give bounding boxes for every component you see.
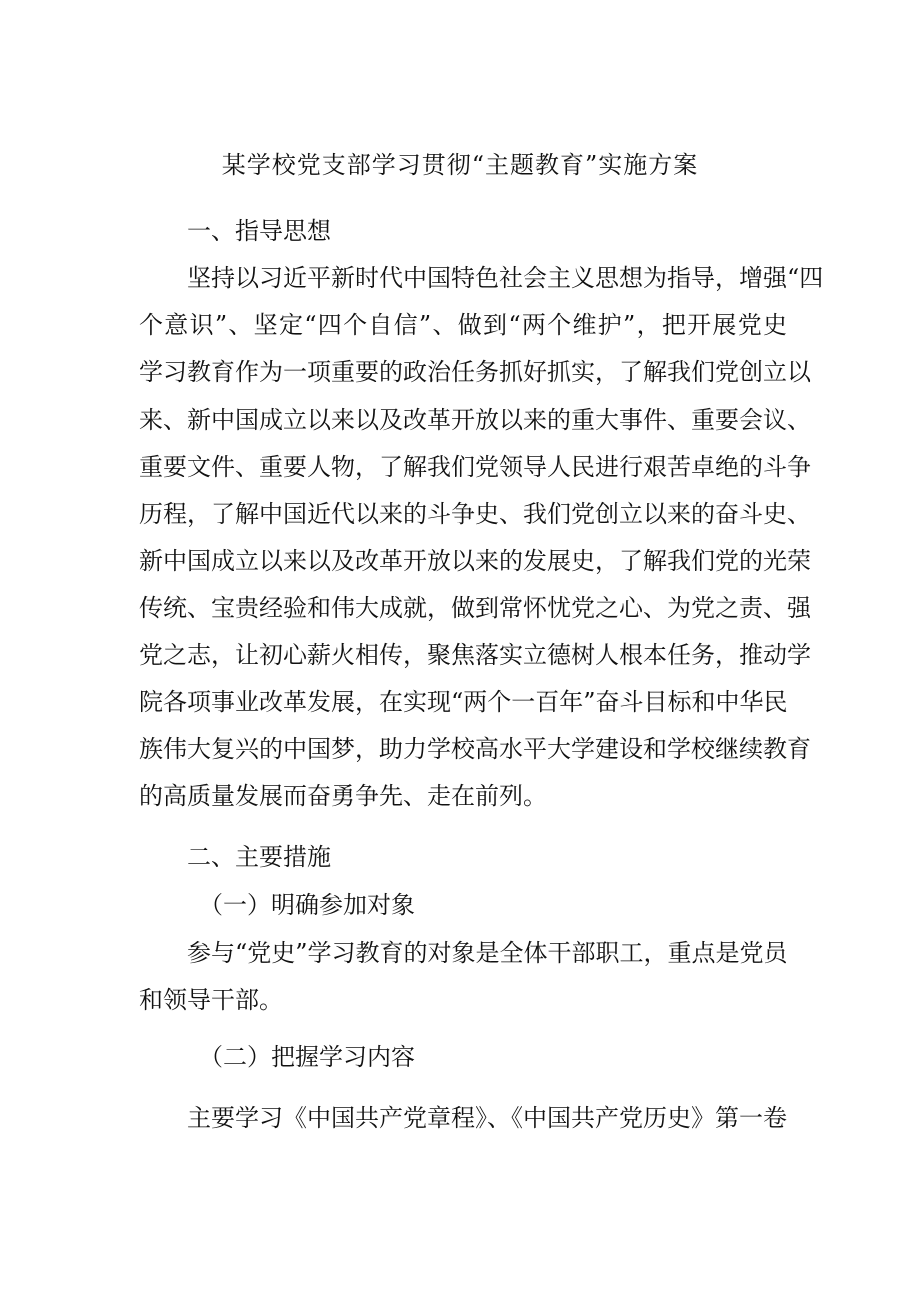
document-title: 某学校党支部学习贯彻“主题教育”实施方案 — [221, 151, 699, 179]
paragraph-line: 主要学习《中国共产党章程》、《中国共产党历史》第一卷 — [187, 1104, 787, 1132]
paragraph-line: 族伟大复兴的中国梦，助力学校高水平大学建设和学校继续教育 — [139, 735, 811, 763]
subsection-heading-participants: （一）明确参加对象 — [199, 891, 415, 919]
paragraph-line: 传统、宝贵经验和伟大成就，做到常怀忧党之心、为党之责、强 — [139, 594, 811, 622]
paragraph-line: 党之志，让初心薪火相传，聚焦落实立德树人根本任务，推动学 — [139, 641, 811, 669]
paragraph-line: 参与“党史”学习教育的对象是全体干部职工，重点是党员 — [187, 939, 788, 967]
section-heading-guiding-ideology: 一、指导思想 — [187, 217, 331, 245]
paragraph-line: 来、新中国成立以来以及改革开放以来的重大事件、重要会议、 — [139, 406, 811, 434]
paragraph-line: 新中国成立以来以及改革开放以来的发展史，了解我们党的光荣 — [139, 547, 811, 575]
subsection-heading-learning-content: （二）把握学习内容 — [199, 1043, 415, 1071]
paragraph-line: 个意识”、坚定“四个自信”、做到“两个维护”，把开展党史 — [139, 311, 787, 339]
paragraph-line: 学习教育作为一项重要的政治任务抓好抓实，了解我们党创立以 — [139, 358, 811, 386]
paragraph-line: 重要文件、重要人物，了解我们党领导人民进行艰苦卓绝的斗争 — [139, 453, 811, 481]
paragraph-line: 坚持以习近平新时代中国特色社会主义思想为指导，增强“四 — [187, 264, 824, 292]
paragraph-line: 历程，了解中国近代以来的斗争史、我们党创立以来的奋斗史、 — [139, 500, 811, 528]
paragraph-line: 和领导干部。 — [139, 986, 283, 1014]
section-heading-main-measures: 二、主要措施 — [187, 843, 331, 871]
paragraph-line: 院各项事业改革发展，在实现“两个一百年”奋斗目标和中华民 — [139, 688, 788, 716]
paragraph-line: 的高质量发展而奋勇争先、走在前列。 — [139, 782, 547, 810]
